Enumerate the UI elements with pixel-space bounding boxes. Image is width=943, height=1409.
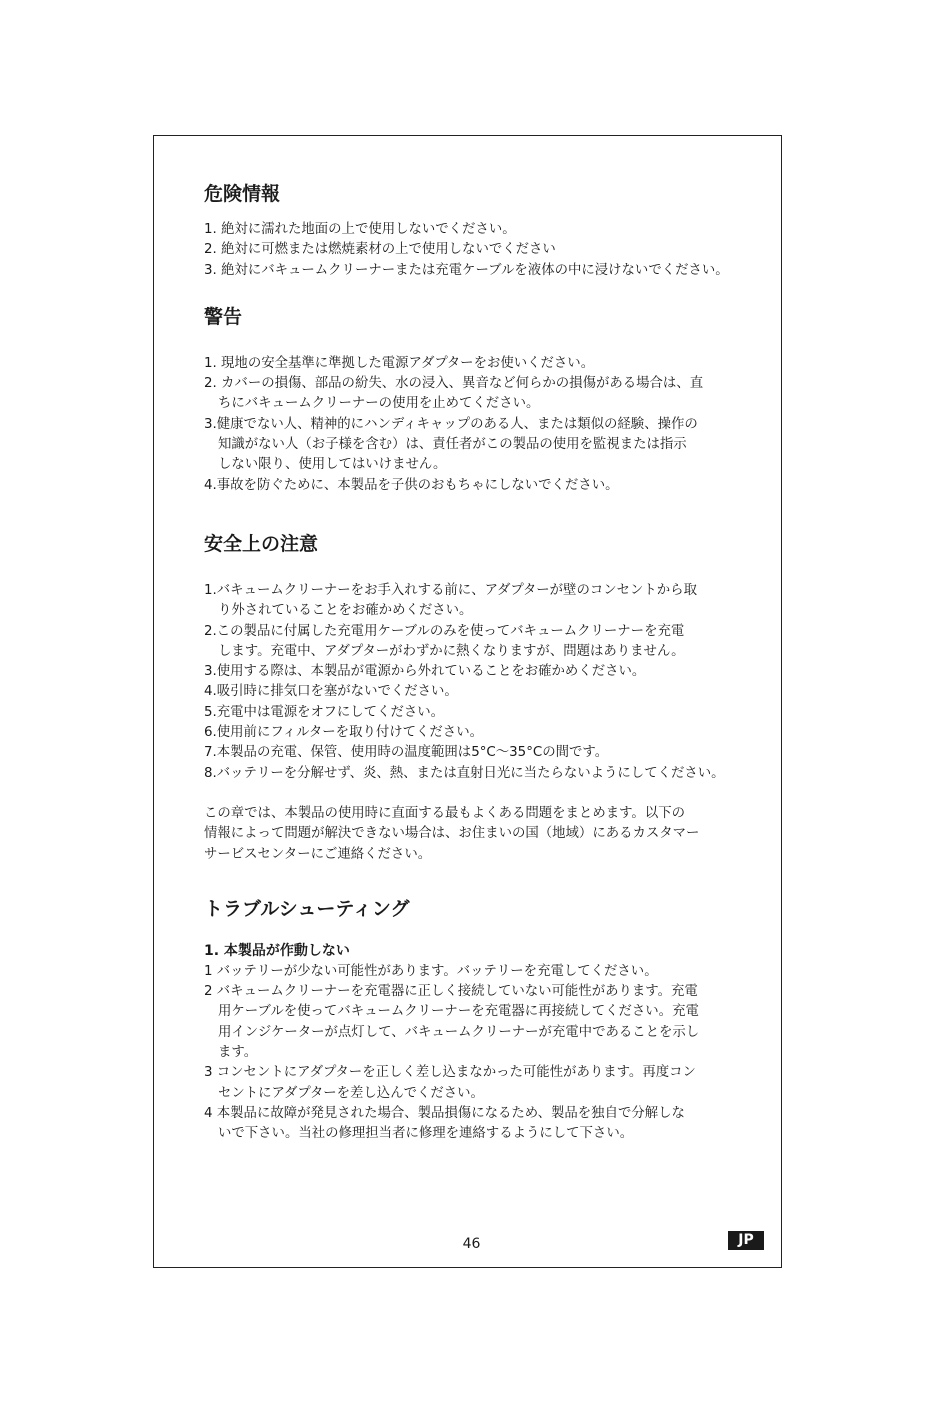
- warning-heading: 警告: [204, 305, 243, 328]
- page-number: 46: [462, 1236, 481, 1252]
- list-item: 7.本製品の充電、保管、使用時の温度範囲は5°C～35°Cの間です。: [204, 745, 609, 761]
- list-item: 1. 絶対に濡れた地面の上で使用しないでください。: [204, 222, 516, 237]
- list-item: 5.充電中は電源をオフにしてください。: [204, 704, 445, 720]
- troubleshooting-heading: トラブルシューティング: [204, 897, 410, 920]
- safety-list: [204, 581, 744, 784]
- list-item: 2 バキュームクリーナーを充電器に正しく接続していない可能性があります。充電 用ケーブルを使ってバキュームクリーナーを充電器に再接続してください。充電 用インジケーターが点灯して、バキュームクリーナーが充電中であることを示し ます。: [204, 984, 700, 1061]
- list-item: 2.この製品に付属した充電用ケーブルのみを使ってバキュームクリーナーを充電 します。充電中、アダプターがわずかに熱くなりますが、問題はありません。: [204, 623, 685, 659]
- danger-heading: 危険情報: [204, 183, 281, 205]
- list-item: 4.吸引時に排気口を塞がないでください。: [204, 684, 458, 700]
- document-content: [204, 180, 744, 1145]
- warning-list: [204, 354, 744, 496]
- troubleshooting-list: [204, 962, 744, 1145]
- safety-heading: 安全上の注意: [204, 532, 319, 555]
- list-item: 1.バキュームクリーナーをお手入れする前に、アダプターが壁のコンセントから取 り外されていることをお確かめください。: [204, 582, 697, 619]
- list-item: 8.バッテリーを分解せず、炎、熱、または直射日光に当たらないようにしてください。: [204, 765, 725, 781]
- troubleshooting-intro: この章では、本製品の使用時に直面する最もよくある問題をまとめます。以下の 情報によって問題が解決できない場合は、お住まいの国（地域）にあるカスタマー サービスセンターにご連絡ください。: [204, 805, 700, 862]
- language-badge: JP: [728, 1231, 764, 1250]
- list-item: 6.使用前にフィルターを取り付けてください。: [204, 725, 483, 741]
- list-item: 3.使用する際は、本製品が電源から外れていることをお確かめください。: [204, 664, 646, 680]
- list-item: 2. カバーの損傷、部品の紛失、水の浸入、異音など何らかの損傷がある場合は、直 ちにバキュームクリーナーの使用を止めてください。: [204, 376, 704, 412]
- troubleshooting-subheading: 1. 本製品が作動しない: [204, 942, 350, 959]
- list-item: 2. 絶対に可燃または燃焼素材の上で使用しないでください: [204, 242, 556, 258]
- list-item: 1 バッテリーが少ない可能性があります。バッテリーを充電してください。: [204, 963, 658, 979]
- danger-list: [204, 220, 744, 281]
- list-item: 4.事故を防ぐために、本製品を子供のおもちゃにしないでください。: [204, 477, 619, 493]
- list-item: 3.健康でない人、精神的にハンディキャップのある人、または類似の経験、操作の 知識がない人（お子様を含む）は、責任者がこの製品の使用を監視または指示 しない限り、使用してはいけません。: [204, 416, 698, 473]
- list-item: 3 コンセントにアダプターを正しく差し込まなかった可能性があります。再度コン セントにアダプターを差し込んでください。: [204, 1065, 696, 1101]
- list-item: 3. 絶対にバキュームクリーナーまたは充電ケーブルを液体の中に浸けないでください。: [204, 262, 729, 278]
- list-item: 1. 現地の安全基準に準拠した電源アダプターをお使いください。: [204, 355, 595, 371]
- list-item: 4 本製品に故障が発見された場合、製品損傷になるため、製品を独自で分解しな いで下さい。当社の修理担当者に修理を連絡するようにして下さい。: [204, 1105, 685, 1142]
